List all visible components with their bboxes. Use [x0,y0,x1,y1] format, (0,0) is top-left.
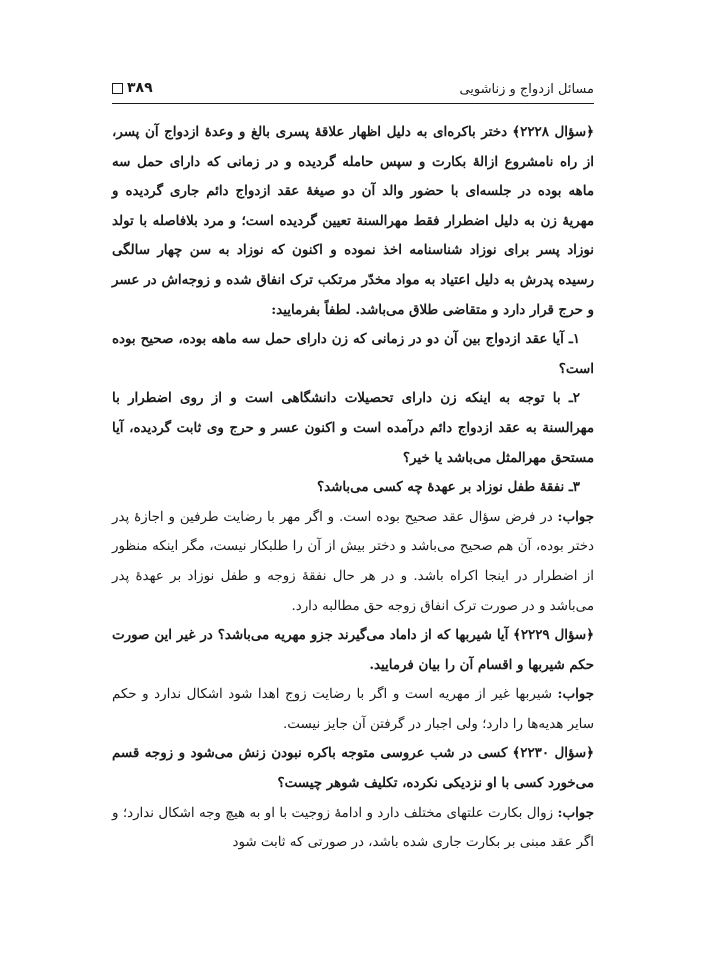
answer-2230 [112,799,594,858]
question-label: ﴿سؤال ۲۲۳۰﴾ [512,745,594,762]
question-label: ﴿سؤال ۲۲۲۹﴾ [512,627,594,644]
page-body [112,118,594,858]
question-text: آیا شیربها که از داماد می‌گیرند جزو مهریه می‌باشد؟ در غیر این صورت حکم شیربها و اقسام آن را بیان فرمایید. [112,627,594,673]
answer-2228 [112,503,594,621]
page-number-block [112,80,153,96]
question-2229 [112,621,594,680]
chapter-title: مسائل ازدواج و زناشویی [459,82,594,97]
question-item-text: ۲ـ با توجه به اینکه زن دارای تحصیلات دانشگاهی است و از روی اضطرار با مهرالسنة به عقد ازدواج دائم درآمده است و اکنون عسر و حرج وی ثابت گردیده، آیا مستحق مهرالمثل می‌باشد یا خیر؟ [112,390,594,466]
question-2230 [112,739,594,798]
question-item-1 [112,325,594,384]
question-label: ﴿سؤال ۲۲۲۸﴾ [512,124,594,140]
running-header [112,76,594,100]
answer-label: جواب: [557,686,594,703]
answer-text: زوال بکارت علتهای مختلف دارد و ادامهٔ زوجیت با او به هیچ وجه اشکال ندارد؛ و اگر عقد مبنی بر بکارت جاری شده باشد، در صورتی که ثابت شود [112,805,594,851]
answer-2229 [112,680,594,739]
square-ornament-icon [112,83,123,94]
answer-text: در فرض سؤال عقد صحیح بوده است. و اگر مهر با رضایت طرفین و اجازهٔ پدر دختر بوده، آن هم صحیح می‌باشد و دختر بیش از آن را طلبکار نیست، مگر اینکه منظور از اضطرار در اینجا اکراه باشد. و در هر حال نفقهٔ زوجه و طفل نوزاد بر عهدهٔ پدر می‌باشد و در صورت ترک انفاق زوجه حق مطالبه دارد. [112,509,594,614]
answer-text: شیربها غیر از مهریه است و اگر با رضایت زوج اهدا شود اشکال ندارد و حکم سایر هدیه‌ها را دارد؛ ولی اجبار در گرفتن آن جایز نیست. [112,687,594,732]
question-item-3 [112,473,594,503]
question-item-text: ۳ـ نفقهٔ طفل نوزاد بر عهدهٔ چه کسی می‌باشد؟ [317,479,580,496]
question-text: کسی در شب عروسی متوجه باکره نبودن زنش می‌شود و زوجه قسم می‌خورد کسی با او نزدیکی نکرده، تکلیف شوهر چیست؟ [112,745,594,792]
page-number: ۳۸۹ [127,80,153,96]
answer-label: جواب: [557,508,594,525]
question-text: دختر باکره‌ای به دلیل اظهار علاقهٔ پسری بالغ و وعدهٔ ازدواج آن پسر، از راه نامشروع ازالهٔ بکارت و سپس حامله گردیده و در زمانی که دارای حمل سه ماهه بوده در جلسه‌ای با حضور والد آن دو صیغهٔ عقد ازدواج دائم جاری گردیده و مهریهٔ زن به دلیل اضطرار فقط مهرالسنة تعیین گردیده است؛ و مرد بلافاصله با تولد نوزاد پسر برای نوزاد شناسنامه اخذ نموده و اکنون که نوزاد به سن چهار سالگی رسیده پدرش به دلیل اعتیاد به مواد مخدّر مرتکب ترک انفاق شده و زوجه‌اش در عسر و حرج قرار دارد و متقاضی طلاق می‌باشد. لطفاً بفرمایید: [112,124,594,318]
question-item-text: ۱ـ آیا عقد ازدواج بین آن دو در زمانی که زن دارای حمل سه ماهه بوده، صحیح بوده است؟ [112,331,594,377]
answer-label: جواب: [557,804,594,821]
question-2228 [112,118,594,325]
question-item-2 [112,384,594,473]
header-rule [112,103,594,104]
